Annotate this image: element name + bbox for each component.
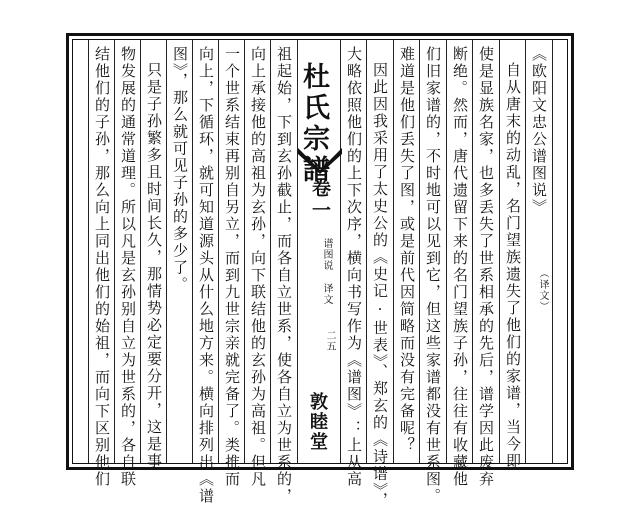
column-rule <box>218 40 219 463</box>
column-rule <box>114 40 115 463</box>
chevron-ornament-icon <box>298 148 342 174</box>
text-column: 向上承接他的高祖为玄孙，向下联结他的玄孙为高祖。但凡 <box>249 46 267 488</box>
column-rule <box>88 40 89 463</box>
column-rule <box>270 40 271 463</box>
text-column: 祖起始，下到玄孙截止，而各自立世系，使各自立为世系的， <box>275 46 293 505</box>
column-rule <box>472 40 473 463</box>
text-column-title: 《欧阳文忠公谱图说》 <box>530 46 548 216</box>
translation-note: （译文） <box>537 268 548 312</box>
text-column: 大略依照他们的上下次序，横向书写作为《谱图》：上从高 <box>345 46 363 488</box>
column-rule <box>192 40 193 463</box>
text-column: 使是显族名家，也多丢失了世系相承的先后，谱学因此废弃 <box>477 46 495 488</box>
text-column: 图》，那么就可见子孙的多少了。 <box>171 46 189 294</box>
text-column: 结他们的子孙，那么向上同出他们的始祖，而向下区别他们 <box>93 46 111 488</box>
column-rule <box>393 40 394 463</box>
section-subtitle: 谱图说 译文 <box>321 238 332 305</box>
text-column: 断绝。然而，唐代遗留下来的名门望族子孙，往往有收藏他 <box>451 46 469 488</box>
page-number: 二五 <box>324 330 335 352</box>
column-rule <box>552 40 553 463</box>
text-column: 物发展的通常道理。所以凡是玄孙别自立为世系的，各自联 <box>119 46 137 488</box>
text-column: 向上，下循环，就可知道源头从什么地方来。横向排列出《谱 <box>197 46 215 505</box>
column-rule <box>446 40 447 463</box>
volume-label: 卷一 <box>309 178 331 222</box>
text-column: 难道是他们丢失了图，或是前代因简略而没有完备呢？ <box>398 46 416 454</box>
column-rule <box>366 40 367 463</box>
spine-rule-right <box>340 40 341 463</box>
column-rule <box>166 40 167 463</box>
text-column: 只是子孙繁多且时间长久，那情势必定要分开，这是事 <box>145 62 163 470</box>
text-column: 因此因我采用了太史公的《史记·世表》、郑玄的《诗谱》， <box>371 62 389 509</box>
text-column: 自从唐末的动乱，名门望族遗失了他们的家谱，当今即 <box>504 62 522 470</box>
column-rule <box>525 40 526 463</box>
genealogy-title: 杜氏宗譜 <box>298 62 329 186</box>
column-rule <box>419 40 420 463</box>
text-column: 一个世系结束再别自另立，而到九世宗亲就完备了。类推而 <box>223 46 241 488</box>
column-rule <box>140 40 141 463</box>
column-rule <box>499 40 500 463</box>
text-column: 们旧家谱的，不时地可以见到它，但这些家谱都没有世系图。 <box>424 46 442 505</box>
column-rule <box>244 40 245 463</box>
hall-name: 敦睦堂 <box>307 392 328 452</box>
